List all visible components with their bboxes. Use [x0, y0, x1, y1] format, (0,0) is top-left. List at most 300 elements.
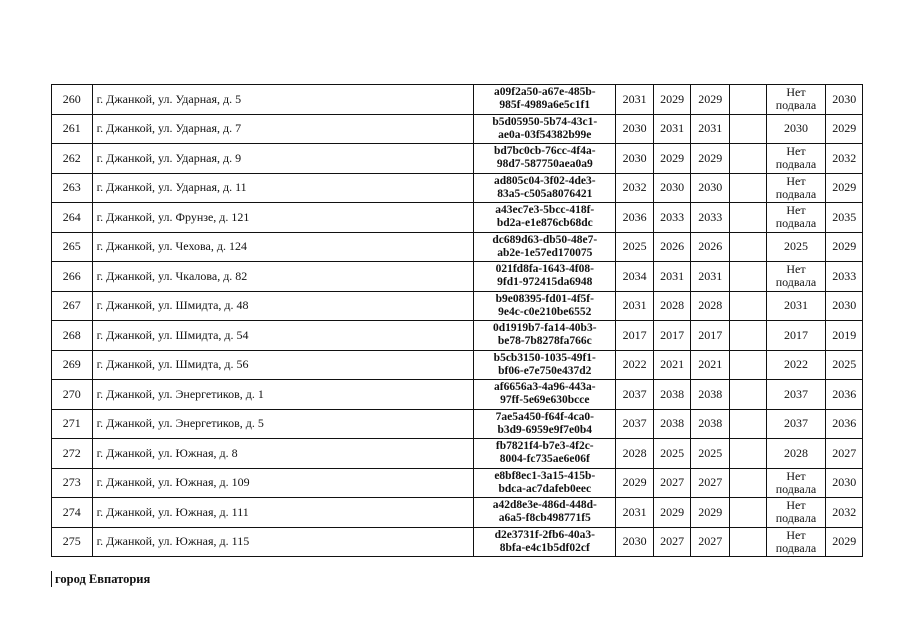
year-cell: [729, 232, 766, 262]
address-cell-text: г. Джанкой, ул. Фрунзе, д. 121: [96, 209, 250, 224]
year-cell: [729, 350, 766, 380]
guid-cell-text: 83a5-c505a8076421: [497, 187, 593, 200]
year-cell-text: 2029: [832, 180, 857, 195]
address-cell-text: г. Джанкой, ул. Ударная, д. 11: [96, 180, 247, 195]
address-cell: [92, 291, 474, 321]
address-cell: [92, 321, 474, 351]
guid-cell: [474, 321, 616, 351]
basement-cell-text: подвала: [775, 540, 817, 555]
year-cell-text: 2038: [698, 416, 723, 431]
year-cell: [826, 173, 863, 203]
row-number-cell-text: 269: [62, 357, 81, 372]
address-cell-text: г. Джанкой, ул. Ударная, д. 7: [96, 121, 242, 136]
year-cell: [826, 321, 863, 351]
year-cell: [826, 232, 863, 262]
year-cell-text: 2036: [832, 386, 857, 401]
year-cell: [616, 173, 654, 203]
guid-cell-text: a43ec7e3-5bcc-418f-: [495, 204, 595, 217]
guid-cell: [474, 409, 616, 439]
table-row: [52, 114, 863, 144]
year-cell: [653, 380, 691, 410]
year-cell: [691, 350, 730, 380]
guid-cell-text: ad805c04-3f02-4de3-: [493, 174, 596, 187]
year-cell: [826, 85, 863, 115]
year-cell: [691, 380, 730, 410]
row-number-cell: [52, 498, 93, 528]
table-row: [52, 262, 863, 292]
row-number-cell-text: 270: [62, 386, 81, 401]
address-cell: [92, 468, 474, 498]
year-cell-text: 2030: [622, 534, 647, 549]
address-cell-text: г. Джанкой, ул. Чкалова, д. 82: [96, 268, 248, 283]
guid-cell-text: 8004-fc735ae6e06f: [499, 453, 590, 466]
year-cell: [729, 498, 766, 528]
guid-cell-text: dc689d63-db50-48e7-: [492, 233, 598, 246]
year-cell-text: 2029: [660, 504, 685, 519]
guid-cell-text: d2e3731f-2fb6-40a3-: [494, 528, 595, 541]
guid-cell-text: bf06-e7e750e437d2: [498, 364, 592, 377]
guid-cell: [474, 144, 616, 174]
guid-cell-text: b5d05950-5b74-43c1-: [492, 115, 598, 128]
basement-cell-text: 2028: [783, 445, 808, 460]
year-cell-text: 2025: [832, 357, 857, 372]
basement-cell: [766, 232, 826, 262]
basement-cell-text: подвала: [775, 481, 817, 496]
year-cell-text: 2037: [622, 416, 647, 431]
year-cell: [826, 439, 863, 469]
year-cell-text: 2030: [622, 150, 647, 165]
year-cell-text: 2028: [622, 445, 647, 460]
guid-cell-text: ae0a-03f54382b99e: [498, 128, 592, 141]
table-row: [52, 85, 863, 115]
year-cell-text: 2031: [698, 268, 723, 283]
basement-cell: [766, 498, 826, 528]
basement-cell-text: Нет: [786, 527, 806, 542]
year-cell: [729, 439, 766, 469]
row-number-cell-text: 271: [62, 416, 81, 431]
basement-cell: [766, 409, 826, 439]
year-cell-text: 2027: [832, 445, 857, 460]
year-cell: [691, 114, 730, 144]
year-cell: [729, 527, 766, 557]
row-number-cell-text: 274: [62, 504, 81, 519]
year-cell: [616, 321, 654, 351]
basement-cell-text: подвала: [775, 216, 817, 231]
address-cell-text: г. Джанкой, ул. Энергетиков, д. 1: [96, 386, 264, 401]
row-number-cell-text: 262: [62, 150, 81, 165]
year-cell: [653, 409, 691, 439]
row-number-cell-text: 267: [62, 298, 81, 313]
year-cell: [729, 85, 766, 115]
guid-cell-text: bd7bc0cb-76cc-4f4a-: [493, 145, 596, 158]
table-row: [52, 144, 863, 174]
year-cell: [653, 291, 691, 321]
table-row: [52, 232, 863, 262]
basement-cell-text: Нет: [786, 85, 806, 100]
year-cell-text: 2029: [660, 150, 685, 165]
row-number-cell: [52, 468, 93, 498]
basement-cell: [766, 144, 826, 174]
year-cell-text: 2029: [832, 534, 857, 549]
table-row: [52, 203, 863, 233]
year-cell: [691, 232, 730, 262]
year-cell-text: 2029: [832, 239, 857, 254]
guid-cell-text: 9e4c-c0e210be6552: [498, 305, 592, 318]
year-cell-text: 2030: [832, 475, 857, 490]
year-cell: [691, 527, 730, 557]
guid-cell-text: fb7821f4-b7e3-4f2c-: [495, 440, 594, 453]
basement-cell-text: Нет: [786, 498, 806, 513]
table-row: [52, 409, 863, 439]
year-cell-text: 2030: [698, 180, 723, 195]
row-number-cell: [52, 114, 93, 144]
row-number-cell-text: 265: [62, 239, 81, 254]
row-number-cell: [52, 144, 93, 174]
basement-cell-text: Нет: [786, 262, 806, 277]
year-cell-text: 2034: [622, 268, 647, 283]
guid-cell: [474, 468, 616, 498]
basement-cell-text: подвала: [775, 275, 817, 290]
year-cell-text: 2028: [660, 298, 685, 313]
address-cell: [92, 173, 474, 203]
year-cell: [616, 439, 654, 469]
year-cell: [653, 262, 691, 292]
row-number-cell: [52, 321, 93, 351]
year-cell: [653, 144, 691, 174]
year-cell: [653, 173, 691, 203]
row-number-cell: [52, 262, 93, 292]
basement-cell: [766, 439, 826, 469]
year-cell-text: 2030: [660, 180, 685, 195]
basement-cell: [766, 321, 826, 351]
guid-cell: [474, 203, 616, 233]
year-cell: [616, 409, 654, 439]
table-body: [52, 85, 863, 557]
year-cell-text: 2025: [698, 445, 723, 460]
year-cell: [826, 498, 863, 528]
guid-cell: [474, 291, 616, 321]
year-cell: [691, 409, 730, 439]
year-cell-text: 2017: [622, 327, 647, 342]
year-cell-text: 2036: [622, 209, 647, 224]
address-cell-text: г. Джанкой, ул. Ударная, д. 9: [96, 150, 242, 165]
guid-cell: [474, 232, 616, 262]
year-cell-text: 2028: [698, 298, 723, 313]
year-cell-text: 2025: [660, 445, 685, 460]
year-cell-text: 2022: [622, 357, 647, 372]
year-cell-text: 2029: [698, 91, 723, 106]
address-cell-text: г. Джанкой, ул. Южная, д. 115: [96, 534, 250, 549]
year-cell-text: 2029: [698, 150, 723, 165]
year-cell: [729, 173, 766, 203]
basement-cell-text: Нет: [786, 468, 806, 483]
year-cell: [729, 262, 766, 292]
address-cell: [92, 439, 474, 469]
table-row: [52, 439, 863, 469]
row-number-cell: [52, 232, 93, 262]
year-cell: [691, 262, 730, 292]
year-cell: [729, 409, 766, 439]
basement-cell: [766, 527, 826, 557]
year-cell-text: 2032: [832, 150, 857, 165]
year-cell: [826, 409, 863, 439]
row-number-cell-text: 260: [62, 91, 81, 106]
basement-cell-text: 2037: [783, 416, 808, 431]
year-cell-text: 2030: [622, 121, 647, 136]
row-number-cell-text: 268: [62, 327, 81, 342]
year-cell: [826, 291, 863, 321]
address-cell: [92, 114, 474, 144]
year-cell-text: 2032: [832, 504, 857, 519]
guid-cell: [474, 262, 616, 292]
address-cell: [92, 350, 474, 380]
table-row: [52, 498, 863, 528]
guid-cell-text: 98d7-587750aea0a9: [496, 158, 593, 171]
year-cell-text: 2038: [660, 416, 685, 431]
basement-cell-text: Нет: [786, 173, 806, 188]
basement-cell: [766, 262, 826, 292]
year-cell-text: 2025: [622, 239, 647, 254]
address-cell: [92, 409, 474, 439]
year-cell-text: 2029: [622, 475, 647, 490]
year-cell-text: 2038: [698, 386, 723, 401]
city-section-label: город Евпатория: [51, 571, 150, 587]
year-cell: [653, 350, 691, 380]
basement-cell-text: 2017: [783, 327, 808, 342]
year-cell-text: 2033: [698, 209, 723, 224]
guid-cell: [474, 114, 616, 144]
year-cell-text: 2017: [698, 327, 723, 342]
basement-cell-text: Нет: [786, 203, 806, 218]
address-cell: [92, 232, 474, 262]
year-cell: [653, 203, 691, 233]
year-cell-text: 2030: [832, 91, 857, 106]
year-cell: [691, 85, 730, 115]
basement-cell-text: подвала: [775, 511, 817, 526]
table-row: [52, 291, 863, 321]
guid-cell-text: a42d8e3e-486d-448d-: [492, 499, 597, 512]
address-cell-text: г. Джанкой, ул. Ударная, д. 5: [96, 91, 242, 106]
document-page: [51, 84, 863, 557]
year-cell-text: 2021: [698, 357, 723, 372]
address-cell: [92, 203, 474, 233]
address-cell-text: г. Джанкой, ул. Чехова, д. 124: [96, 239, 247, 254]
year-cell: [826, 114, 863, 144]
year-cell: [616, 527, 654, 557]
row-number-cell: [52, 527, 93, 557]
guid-cell-text: 8bfa-e4c1b5df02cf: [499, 541, 590, 554]
year-cell-text: 2033: [660, 209, 685, 224]
year-cell: [826, 380, 863, 410]
year-cell: [691, 173, 730, 203]
year-cell: [653, 114, 691, 144]
year-cell-text: 2031: [622, 91, 647, 106]
basement-cell: [766, 291, 826, 321]
year-cell-text: 2031: [698, 121, 723, 136]
address-cell: [92, 380, 474, 410]
guid-cell-text: bd2a-e1e876cb68dc: [496, 217, 593, 230]
table-row: [52, 380, 863, 410]
row-number-cell-text: 272: [62, 445, 81, 460]
table-row: [52, 527, 863, 557]
year-cell-text: 2038: [660, 386, 685, 401]
year-cell-text: 2031: [660, 268, 685, 283]
year-cell: [691, 203, 730, 233]
basement-cell: [766, 350, 826, 380]
guid-cell-text: b3d9-6959e9f7e0b4: [497, 423, 593, 436]
guid-cell: [474, 173, 616, 203]
year-cell-text: 2021: [660, 357, 685, 372]
year-cell-text: 2027: [660, 475, 685, 490]
year-cell: [616, 232, 654, 262]
address-cell-text: г. Джанкой, ул. Южная, д. 109: [96, 475, 250, 490]
year-cell: [616, 114, 654, 144]
address-cell-text: г. Джанкой, ул. Южная, д. 111: [96, 504, 249, 519]
row-number-cell: [52, 350, 93, 380]
year-cell: [691, 291, 730, 321]
year-cell: [729, 380, 766, 410]
guid-cell: [474, 350, 616, 380]
year-cell: [616, 85, 654, 115]
year-cell: [691, 498, 730, 528]
year-cell-text: 2029: [660, 91, 685, 106]
year-cell: [616, 498, 654, 528]
row-number-cell: [52, 409, 93, 439]
year-cell-text: 2029: [698, 504, 723, 519]
year-cell-text: 2032: [622, 180, 647, 195]
address-cell-text: г. Джанкой, ул. Шмидта, д. 48: [96, 298, 249, 313]
year-cell: [616, 203, 654, 233]
year-cell: [653, 439, 691, 469]
guid-cell: [474, 527, 616, 557]
year-cell-text: 2027: [698, 475, 723, 490]
guid-cell-text: ab2e-1e57ed170075: [497, 246, 593, 259]
year-cell: [826, 468, 863, 498]
guid-cell: [474, 380, 616, 410]
guid-cell-text: e8bf8ec1-3a15-415b-: [494, 469, 596, 482]
address-cell: [92, 527, 474, 557]
year-cell-text: 2035: [832, 209, 857, 224]
guid-cell-text: 7ae5a450-f64f-4ca0-: [495, 410, 594, 423]
guid-cell: [474, 85, 616, 115]
table-row: [52, 321, 863, 351]
guid-cell-text: be78-7b8278fa766c: [497, 335, 592, 348]
basement-cell: [766, 173, 826, 203]
year-cell-text: 2031: [660, 121, 685, 136]
year-cell: [729, 144, 766, 174]
address-cell-text: г. Джанкой, ул. Шмидта, д. 56: [96, 357, 249, 372]
basement-cell-text: 2022: [783, 357, 808, 372]
basement-cell: [766, 203, 826, 233]
basement-cell: [766, 114, 826, 144]
guid-cell-text: 97ff-5e69e630bcce: [500, 394, 590, 407]
guid-cell-text: af6656a3-4a96-443a-: [493, 381, 596, 394]
address-cell: [92, 262, 474, 292]
year-cell: [729, 114, 766, 144]
table-row: [52, 468, 863, 498]
year-cell: [653, 527, 691, 557]
year-cell: [616, 350, 654, 380]
year-cell-text: 2033: [832, 268, 857, 283]
year-cell-text: 2031: [622, 298, 647, 313]
year-cell: [691, 468, 730, 498]
row-number-cell-text: 261: [62, 121, 81, 136]
row-number-cell: [52, 85, 93, 115]
year-cell: [729, 203, 766, 233]
guid-cell-text: b9e08395-fd01-4f5f-: [495, 292, 594, 305]
basement-cell-text: 2037: [783, 386, 808, 401]
row-number-cell-text: 275: [62, 534, 81, 549]
row-number-cell-text: 266: [62, 268, 81, 283]
year-cell-text: 2027: [660, 534, 685, 549]
year-cell: [729, 321, 766, 351]
year-cell: [616, 262, 654, 292]
year-cell-text: 2031: [622, 504, 647, 519]
year-cell: [729, 468, 766, 498]
year-cell: [826, 527, 863, 557]
row-number-cell: [52, 380, 93, 410]
guid-cell-text: b5cb3150-1035-49f1-: [493, 351, 596, 364]
basement-cell-text: 2025: [783, 239, 808, 254]
year-cell: [826, 144, 863, 174]
year-cell: [691, 144, 730, 174]
row-number-cell-text: 264: [62, 209, 81, 224]
guid-cell-text: a6a5-f8cb498771f5: [498, 512, 591, 525]
address-cell: [92, 144, 474, 174]
year-cell: [691, 439, 730, 469]
guid-cell-text: a09f2a50-a67e-485b-: [493, 86, 596, 99]
basement-cell: [766, 468, 826, 498]
row-number-cell-text: 273: [62, 475, 81, 490]
table-row: [52, 350, 863, 380]
housing-table: [51, 84, 863, 557]
year-cell: [826, 203, 863, 233]
year-cell: [616, 468, 654, 498]
year-cell: [653, 232, 691, 262]
basement-cell-text: подвала: [775, 186, 817, 201]
table-row: [52, 173, 863, 203]
year-cell: [826, 350, 863, 380]
year-cell-text: 2029: [832, 121, 857, 136]
guid-cell: [474, 439, 616, 469]
year-cell: [653, 498, 691, 528]
year-cell: [826, 262, 863, 292]
guid-cell-text: 021fd8fa-1643-4f08-: [495, 263, 594, 276]
basement-cell: [766, 85, 826, 115]
year-cell: [653, 321, 691, 351]
row-number-cell: [52, 173, 93, 203]
address-cell-text: г. Джанкой, ул. Шмидта, д. 54: [96, 327, 249, 342]
basement-cell-text: подвала: [775, 157, 817, 172]
basement-cell-text: 2031: [783, 298, 808, 313]
address-cell: [92, 85, 474, 115]
guid-cell-text: 985f-4989a6e5c1f1: [499, 99, 591, 112]
address-cell-text: г. Джанкой, ул. Энергетиков, д. 5: [96, 416, 264, 431]
year-cell-text: 2019: [832, 327, 857, 342]
row-number-cell: [52, 291, 93, 321]
row-number-cell: [52, 203, 93, 233]
address-cell: [92, 498, 474, 528]
year-cell-text: 2037: [622, 386, 647, 401]
year-cell: [616, 144, 654, 174]
basement-cell: [766, 380, 826, 410]
year-cell: [653, 468, 691, 498]
year-cell: [616, 291, 654, 321]
basement-cell-text: подвала: [775, 98, 817, 113]
guid-cell-text: 0d1919b7-fa14-40b3-: [493, 322, 597, 335]
year-cell-text: 2036: [832, 416, 857, 431]
basement-cell-text: Нет: [786, 144, 806, 159]
